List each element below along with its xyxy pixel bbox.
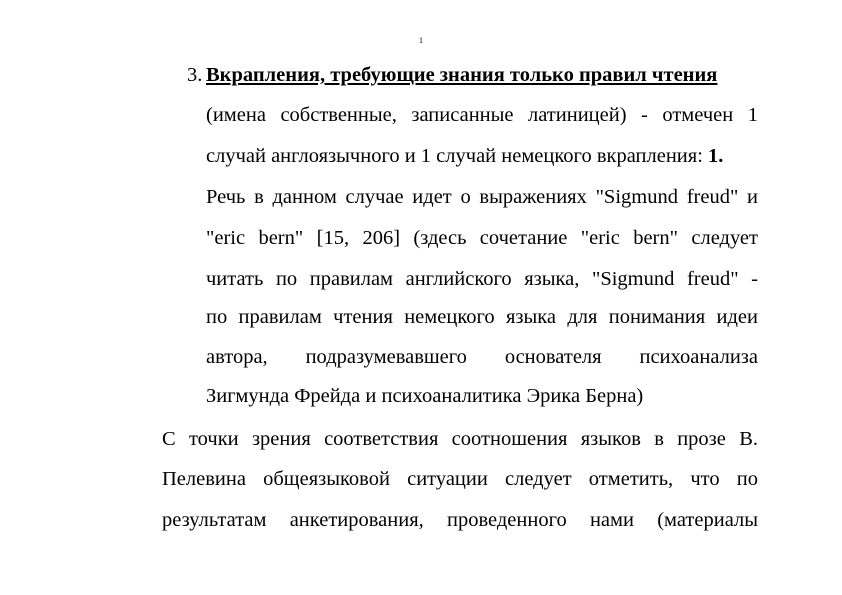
text-line: (имена собственные, записанные латиницей) - отмечен 1 <box>206 104 758 126</box>
paragraph-line: С точки зрения соответствия соотношения языков в прозе В. <box>162 428 758 450</box>
section-heading: Вкрапления, требующие знания только правил чтения <box>206 64 718 86</box>
bold-marker: 1. <box>708 145 724 167</box>
text-line: Речь в данном случае идет о выражениях "Sigmund freud" и <box>206 186 758 208</box>
text-line: читать по правилам английского языка, "Sigmund freud" - <box>206 268 758 290</box>
text-line: Зигмунда Фрейда и психоаналитика Эрика Берна) <box>206 385 644 407</box>
text-line <box>206 141 758 171</box>
text-line: "eric bern" [15, 206] (здесь сочетание "eric bern" следует <box>206 227 758 249</box>
text-line: по правилам чтения немецкого языка для понимания идеи <box>206 306 758 328</box>
page-number: 1 <box>419 36 423 45</box>
item-number: 3. <box>187 64 203 86</box>
text-line-content: случай англоязычного и 1 случай немецкого вкрапления: <box>206 145 703 167</box>
text-line: автора, подразумевавшего основателя психоанализа <box>206 346 758 368</box>
paragraph-line: Пелевина общеязыковой ситуации следует отметить, что по <box>162 468 758 490</box>
paragraph-line: результатам анкетирования, проведенного нами (материалы <box>162 509 758 531</box>
